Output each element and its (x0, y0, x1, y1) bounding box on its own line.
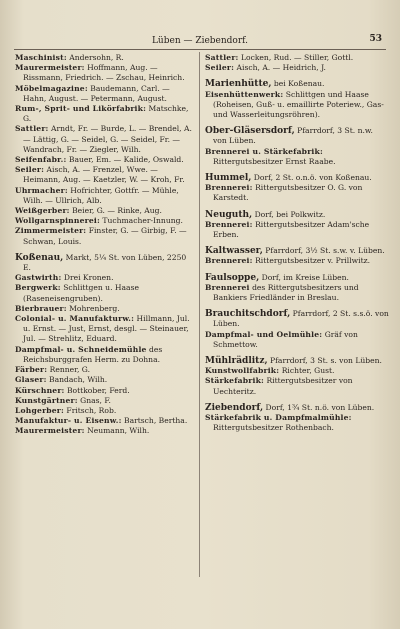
entry-text: bei Koßenau. (271, 79, 325, 89)
directory-entry (15, 226, 193, 246)
entry-text: Tuchmacher-Innung. (99, 216, 183, 226)
entry-text: Aisch, A. — Frenzel, Wwe. — Heimann, Aug. — Kaetzler, W. — Kroh, Fr. (23, 165, 185, 185)
trade-label: Färber: (15, 365, 48, 375)
entry-text: Matschke, G. (23, 104, 189, 124)
entry-text: Rittergutsbesitzer O. G. von Karstedt. (213, 183, 363, 203)
entry-text: Finster, G. — Girbig, F. — Schwan, Louis. (23, 226, 187, 246)
entry-text: Dorf, 2 St. o.n.ö. von Koßenau. (251, 173, 372, 183)
trade-label: Stärkefabrik: (205, 376, 265, 386)
place-name: Marienhütte, (205, 79, 272, 90)
trade-label: Dampfmal- u. Schneidemühle (15, 344, 147, 354)
left-column (15, 53, 193, 437)
directory-entry (205, 283, 389, 303)
directory-entry (15, 375, 193, 385)
directory-entry (15, 84, 193, 104)
entry-text: Bauer, Em. — Kalide, Oswald. (66, 155, 184, 165)
trade-label: Seiler: (205, 63, 235, 73)
directory-entry (205, 376, 389, 396)
entry-text: Markt, 5¼ St. von Lüben, 2250 E. (23, 252, 187, 273)
trade-label: Glaser: (15, 375, 47, 385)
trade-label: Kunstwollfabrik: (205, 366, 280, 376)
entry-text: Richter, Gust. (279, 366, 335, 376)
entry-text: Dorf, bei Polkwitz. (252, 209, 326, 219)
header-rule (14, 49, 386, 50)
directory-entry (15, 155, 193, 165)
entry-text: Locken, Rud. — Stiller, Gottl. (238, 53, 354, 62)
entry-text: Beier, G. — Rinke, Aug. (69, 206, 162, 216)
place-name: Ziebendorf, (205, 402, 264, 413)
directory-entry (205, 63, 389, 73)
trade-label: Bierbrauer: (15, 303, 67, 313)
entry-text: Hofrichter, Gottfr. — Mühle, Wilh. — Ullrich, Alb. (23, 185, 179, 205)
entry-text: Rittergutsbesitzer Ernst Raabe. (213, 156, 336, 166)
entry-text: des Rittergutsbesitzers und Bankiers Friedländer in Breslau. (213, 282, 359, 303)
entry-text: Rittergutsbesitzer Adam'sche Erben. (213, 219, 370, 240)
entry-text: Andersohn, R. (66, 53, 124, 62)
directory-entry (205, 413, 389, 433)
entry-text: Dorf, im Kreise Lüben. (259, 272, 349, 282)
entry-text: Pfarrdorf, 2 St. s.s.ö. von Lüben. (213, 309, 389, 329)
entry-text: Drei Kronen. (61, 273, 114, 283)
trade-label: Lohgerber: (15, 405, 65, 415)
place-heading-entry (205, 356, 389, 366)
directory-entry (205, 90, 389, 121)
directory-entry (205, 256, 389, 266)
trade-label: Sattler: (15, 124, 49, 134)
entry-text: Schlittgen und Haase (Roheisen, Guß- u. emaillirte Poteriew., Gas- und Wasserleitungsröhren). (213, 89, 384, 120)
running-title: Lüben — Ziebendorf. (151, 36, 249, 46)
directory-entry (15, 283, 193, 303)
directory-entry (15, 426, 193, 436)
entry-text: Rittergutsbesitzer von Uechteritz. (213, 376, 353, 396)
directory-entry (15, 273, 193, 283)
entry-text: Bottkober, Ferd. (64, 385, 130, 395)
entry-text: Bandach, Wilh. (46, 375, 108, 385)
place-name: Mühlrädlitz, (205, 356, 268, 367)
directory-entry (15, 165, 193, 185)
directory-entry (15, 416, 193, 426)
directory-entry (15, 406, 193, 416)
trade-label: Uhrmacher: (15, 185, 68, 195)
place-name: Koßenau, (15, 252, 64, 263)
entry-text: Gräf von Schmettow. (213, 329, 358, 349)
place-heading-entry (205, 309, 389, 329)
trade-label: Rum-, Sprit- und Likörfabrik: (15, 104, 147, 114)
trade-label: Gastwirth: (15, 273, 62, 283)
entry-text: Mohrenberg. (66, 303, 120, 313)
trade-label: Maurermeister: (15, 63, 85, 73)
page-number: 53 (369, 34, 382, 44)
trade-label: Eisenhüttenwerk: (205, 89, 284, 99)
trade-label: Brennerei: (205, 256, 253, 266)
place-heading-entry (205, 79, 389, 89)
directory-entry (15, 53, 193, 63)
place-heading-entry (205, 403, 389, 413)
place-heading-entry (205, 273, 389, 283)
trade-label: Maschinist: (15, 53, 67, 62)
place-heading-entry (205, 210, 389, 220)
directory-entry (205, 366, 389, 376)
entry-text: des Reichsburggrafen Herm. zu Dohna. (23, 344, 163, 364)
trade-label: Brennerei (205, 282, 250, 292)
directory-entry (15, 104, 193, 124)
directory-entry (15, 304, 193, 314)
directory-entry (15, 396, 193, 406)
place-heading-entry (15, 253, 193, 273)
entry-text: Dorf, 1¾ St. n.ö. von Lüben. (263, 402, 375, 412)
entry-text: Baudemann, Carl. — Hahn, August. — Petermann, August. (23, 83, 170, 103)
trade-label: Sattler: (205, 53, 239, 62)
entry-text: Renner, G. (47, 365, 90, 375)
directory-entry (15, 345, 193, 365)
place-name: Neuguth, (205, 209, 253, 220)
place-heading-entry (205, 246, 389, 256)
directory-entry (205, 220, 389, 240)
directory-entry (15, 63, 193, 83)
trade-label: Kürschner: (15, 385, 65, 395)
place-name: Faulsoppe, (205, 272, 260, 283)
place-name: Ober-Gläsersdorf, (205, 126, 295, 137)
trade-label: Colonial- u. Manufakturw.: (15, 314, 135, 324)
place-name: Kaltwasser, (205, 246, 263, 257)
trade-label: Wollgarnspinnerei: (15, 216, 100, 226)
trade-label: Brennerei: (205, 219, 253, 229)
directory-entry (15, 314, 193, 345)
trade-label: Seiler: (15, 165, 45, 175)
trade-label: Brennerei u. Stärkefabrik: (205, 146, 323, 156)
entry-text: Fritsch, Rob. (64, 405, 117, 415)
directory-entry (205, 53, 389, 63)
trade-label: Kunstgärtner: (15, 395, 78, 405)
directory-entry (15, 365, 193, 375)
entry-text: Pfarrdorf, 3 St. n.w. von Lüben. (213, 126, 373, 146)
entry-text: Neumann, Wilh. (84, 426, 150, 436)
entry-text: Hoffmann, Aug. — Rissmann, Friedrich. — Zschau, Heinrich. (23, 63, 185, 83)
trade-label: Seifenfabr.: (15, 155, 67, 165)
trade-label: Weißgerber: (15, 206, 70, 216)
entry-text: Pfarrdorf, 3 St. s. von Lüben. (267, 356, 382, 366)
trade-label: Möbelmagazine: (15, 83, 88, 93)
trade-label: Manufaktur- u. Eisenw.: (15, 416, 122, 426)
entry-text: Rittergutsbesitzer Rothenbach. (213, 423, 334, 433)
entry-text: Schlittgen u. Haase (Raseneisengruben). (23, 283, 139, 303)
place-name: Hummel, (205, 173, 252, 184)
trade-label: Brennerei: (205, 183, 253, 193)
entry-text: Arndt, Fr. — Burde, L. — Brendel, A. — Lättig, G. — Seidel, G. — Seidel, Fr. — Wandrach, Fr. — Ziegler, Wilh. (23, 124, 192, 154)
trade-label: Maurermeister: (15, 426, 85, 436)
place-name: Brauchitschdorf, (205, 309, 291, 320)
place-heading-entry (205, 173, 389, 183)
trade-label: Stärkefabrik u. Dampfmalmühle: (205, 413, 352, 423)
entry-text: Bartsch, Bertha. (121, 416, 188, 426)
directory-entry (205, 183, 389, 203)
directory-entry (15, 216, 193, 226)
directory-entry (15, 386, 193, 396)
entry-text: Pfarrdorf, 3½ St. s.w. v. Lüben. (262, 246, 385, 256)
trade-label: Zimmermeister: (15, 226, 87, 236)
entry-text: Gnas, F. (77, 395, 111, 405)
place-heading-entry (205, 126, 389, 146)
right-column (205, 53, 389, 434)
entry-text: Rittergutsbesitzer v. Prillwitz. (252, 256, 371, 266)
directory-entry (15, 206, 193, 216)
directory-entry (15, 186, 193, 206)
column-divider (199, 52, 200, 577)
page-header (14, 34, 386, 48)
entry-text: Aisch, A. — Heidrich, J. (234, 63, 326, 73)
directory-entry (15, 124, 193, 155)
trade-label: Dampfmal- und Oelmühle: (205, 329, 323, 339)
directory-entry (205, 330, 389, 350)
directory-entry (205, 147, 389, 167)
entry-text: Hillmann, Jul. u. Ernst. — Just, Ernst, desgl. — Steinauer, Jul. — Strehlitz, Eduard. (23, 314, 190, 344)
trade-label: Bergwerk: (15, 283, 61, 293)
